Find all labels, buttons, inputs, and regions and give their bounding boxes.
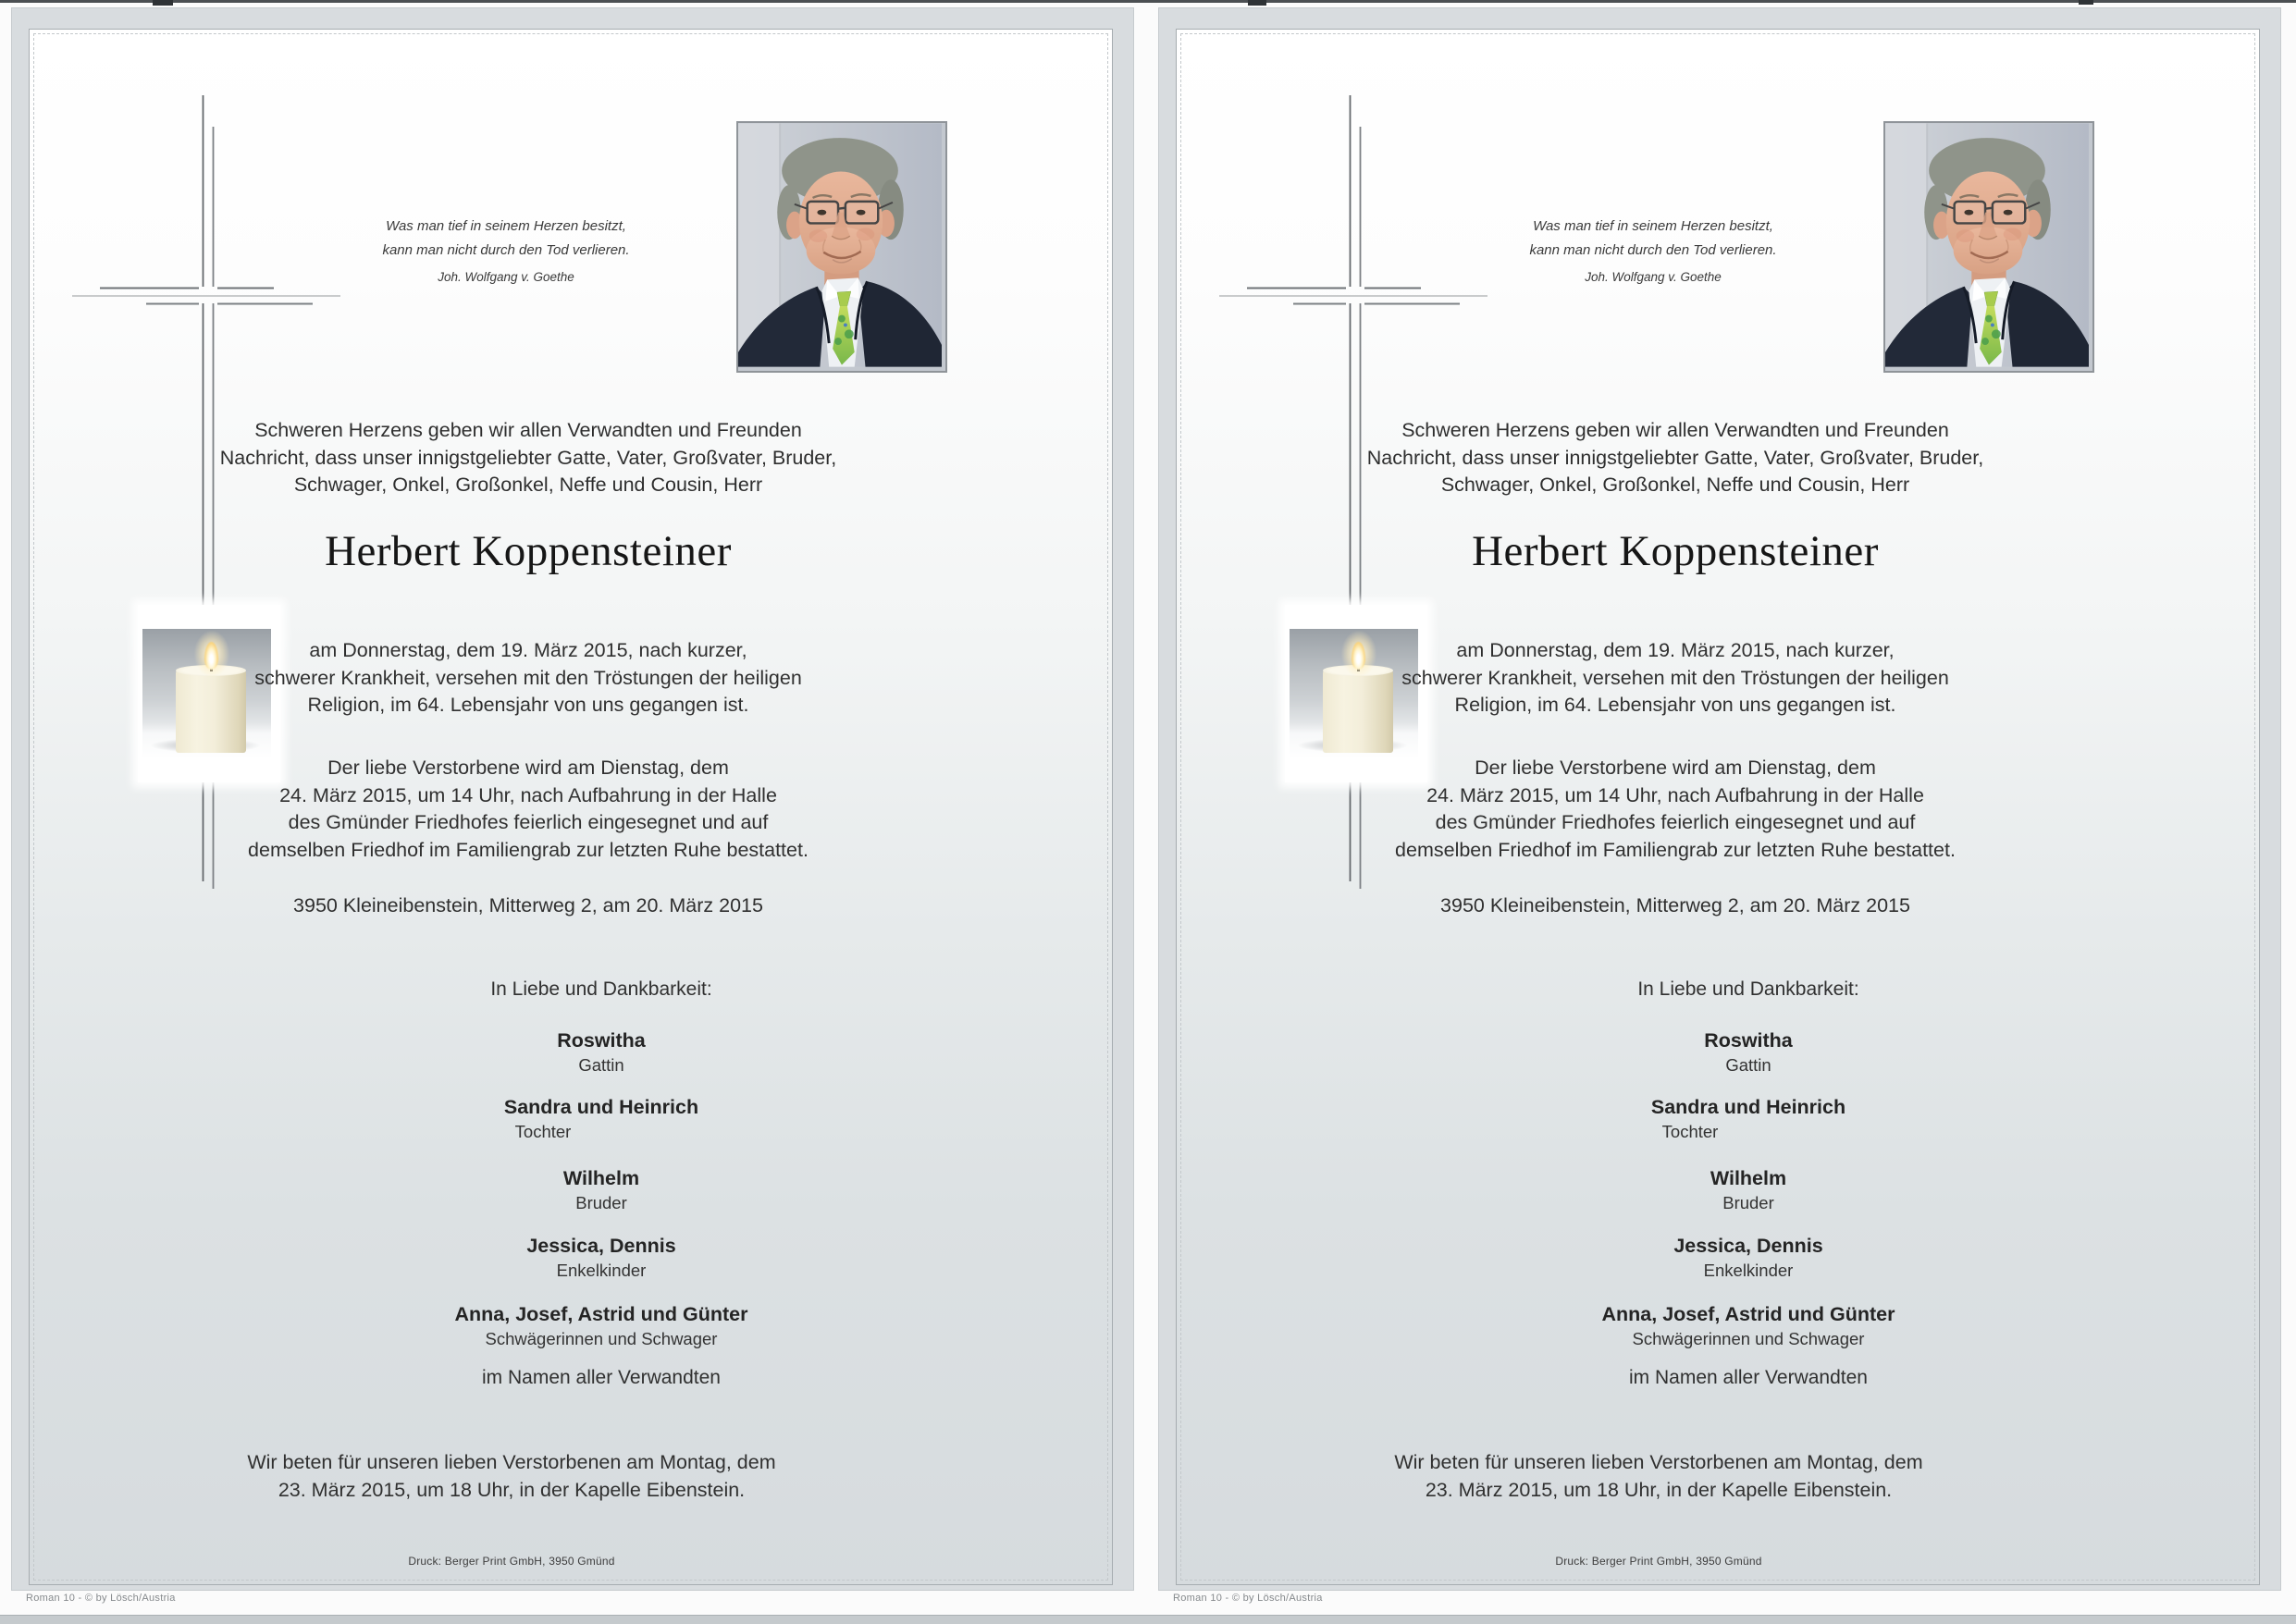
announcement-text — [112, 417, 944, 499]
announcement-text — [1259, 417, 2092, 499]
prayer-notice-text — [1242, 1448, 2075, 1504]
mourner-relation: Enkelkinder — [1703, 1261, 1794, 1280]
death-notice-line: am Donnerstag, dem 19. März 2015, nach kurzer, — [309, 639, 747, 661]
announcement-line: Schweren Herzens geben wir allen Verwandten und Freunden — [1401, 419, 1949, 441]
mourner-relation: Bruder — [1722, 1193, 1774, 1212]
funeral-notice-line: Der liebe Verstorbene wird am Dienstag, dem — [1475, 757, 1876, 779]
address-date-line: 3950 Kleineibenstein, Mitterweg 2, am 20. März 2015 — [293, 894, 763, 917]
death-notice-text — [1259, 637, 2092, 720]
mourner-relation: Schwägerinnen und Schwager — [1632, 1329, 1865, 1348]
prayer-line: 23. März 2015, um 18 Uhr, in der Kapelle Eibenstein. — [278, 1479, 746, 1501]
memorial-card-right — [1158, 7, 2281, 1591]
mourner-entry — [185, 1094, 1018, 1143]
mourner-entry — [185, 1301, 1018, 1350]
mourner-name: Jessica, Dennis — [526, 1235, 676, 1257]
scan-artifact — [2079, 0, 2093, 5]
scan-artifact — [153, 0, 173, 6]
mourner-name: Roswitha — [1704, 1029, 1793, 1052]
funeral-notice-line: demselben Friedhof im Familiengrab zur letzten Ruhe bestattet. — [1395, 838, 1956, 861]
card-content — [12, 8, 1133, 1590]
mourner-name: Jessica, Dennis — [1673, 1235, 1823, 1257]
funeral-notice-text — [112, 755, 944, 864]
deceased-name: Herbert Koppensteiner — [1472, 527, 1879, 575]
quote-line: kann man nicht durch den Tod verlieren. — [382, 242, 630, 258]
memorial-card-left — [11, 7, 1134, 1591]
mourner-name: Anna, Josef, Astrid und Günter — [1601, 1303, 1895, 1325]
mourner-relation: Tochter — [514, 1122, 572, 1141]
mourner-entry — [185, 1027, 1018, 1077]
mourner-entry — [1332, 1301, 2165, 1350]
death-notice-line: schwerer Krankheit, versehen mit den Tröstungen der heiligen — [254, 666, 802, 689]
mourner-name: Roswitha — [557, 1029, 646, 1052]
card-content — [1159, 8, 2280, 1590]
funeral-notice-line: 24. März 2015, um 14 Uhr, nach Aufbahrung in der Halle — [279, 783, 777, 806]
printer-line: Druck: Berger Print GmbH, 3950 Gmünd — [408, 1555, 615, 1568]
mourner-entry — [1332, 1027, 2165, 1077]
death-notice-line: schwerer Krankheit, versehen mit den Tröstungen der heiligen — [1401, 666, 1949, 689]
scanner-edge-top — [0, 0, 2296, 3]
quote-line: Was man tief in seinem Herzen besitzt, — [386, 218, 626, 234]
mourner-relation: Tochter — [1661, 1122, 1719, 1141]
deceased-name: Herbert Koppensteiner — [325, 527, 732, 575]
announcement-line: Nachricht, dass unser innigstgeliebter Gatte, Vater, Großvater, Bruder, — [1366, 446, 1984, 469]
quote-line: Was man tief in seinem Herzen besitzt, — [1533, 218, 1773, 234]
memorial-quote — [90, 215, 922, 289]
mourner-name: Wilhelm — [1710, 1167, 1787, 1189]
mourner-name: Anna, Josef, Astrid und Günter — [454, 1303, 748, 1325]
mourner-relation: Gattin — [578, 1055, 624, 1075]
prayer-notice-text — [95, 1448, 928, 1504]
mourner-name: Sandra und Heinrich — [1650, 1096, 1846, 1118]
on-behalf-line: im Namen aller Verwandten — [482, 1367, 721, 1388]
quote-attribution: Joh. Wolfgang v. Goethe — [1585, 270, 1722, 284]
memorial-quote — [1237, 215, 2069, 289]
mourner-entry — [1332, 1233, 2165, 1282]
funeral-notice-line: Der liebe Verstorbene wird am Dienstag, dem — [327, 757, 729, 779]
mourner-entry — [1332, 1094, 2165, 1143]
announcement-line: Nachricht, dass unser innigstgeliebter Gatte, Vater, Großvater, Bruder, — [219, 446, 837, 469]
printer-line: Druck: Berger Print GmbH, 3950 Gmünd — [1555, 1555, 1762, 1568]
death-notice-line: Religion, im 64. Lebensjahr von uns gegangen ist. — [307, 694, 749, 716]
mourner-entry — [1332, 1165, 2165, 1214]
funeral-notice-line: des Gmünder Friedhofes feierlich eingesegnet und auf — [288, 811, 769, 833]
funeral-notice-text — [1259, 755, 2092, 864]
announcement-line: Schwager, Onkel, Großonkel, Neffe und Cousin, Herr — [293, 474, 763, 496]
funeral-notice-line: des Gmünder Friedhofes feierlich eingesegnet und auf — [1435, 811, 1916, 833]
death-notice-line: am Donnerstag, dem 19. März 2015, nach kurzer, — [1456, 639, 1895, 661]
mourner-name: Wilhelm — [562, 1167, 640, 1189]
mourner-relation: Schwägerinnen und Schwager — [485, 1329, 718, 1348]
quote-line: kann man nicht durch den Tod verlieren. — [1529, 242, 1777, 258]
mourner-name: Sandra und Heinrich — [503, 1096, 699, 1118]
on-behalf-line: im Namen aller Verwandten — [1629, 1367, 1868, 1388]
prayer-line: 23. März 2015, um 18 Uhr, in der Kapelle Eibenstein. — [1425, 1479, 1893, 1501]
funeral-notice-line: 24. März 2015, um 14 Uhr, nach Aufbahrung in der Halle — [1426, 783, 1924, 806]
mourner-relation: Bruder — [575, 1193, 627, 1212]
address-date-line: 3950 Kleineibenstein, Mitterweg 2, am 20. März 2015 — [1440, 894, 1910, 917]
announcement-line: Schwager, Onkel, Großonkel, Neffe und Cousin, Herr — [1440, 474, 1910, 496]
funeral-notice-line: demselben Friedhof im Familiengrab zur letzten Ruhe bestattet. — [248, 838, 809, 861]
scan-artifact — [1248, 0, 1266, 6]
announcement-line: Schweren Herzens geben wir allen Verwandten und Freunden — [254, 419, 802, 441]
print-copyright-left: Roman 10 - © by Lösch/Austria — [26, 1593, 176, 1604]
prayer-line: Wir beten für unseren lieben Verstorbenen am Montag, dem — [1394, 1451, 1923, 1473]
print-copyright-right: Roman 10 - © by Lösch/Austria — [1173, 1593, 1323, 1604]
mourner-relation: Gattin — [1725, 1055, 1771, 1075]
mourner-entry — [185, 1165, 1018, 1214]
death-notice-text — [112, 637, 944, 720]
mourner-entry — [185, 1233, 1018, 1282]
closing-line: In Liebe und Dankbarkeit: — [490, 978, 712, 1000]
closing-line: In Liebe und Dankbarkeit: — [1637, 978, 1859, 1000]
quote-attribution: Joh. Wolfgang v. Goethe — [438, 270, 574, 284]
prayer-line: Wir beten für unseren lieben Verstorbenen am Montag, dem — [247, 1451, 776, 1473]
mourner-relation: Enkelkinder — [556, 1261, 647, 1280]
death-notice-line: Religion, im 64. Lebensjahr von uns gegangen ist. — [1454, 694, 1896, 716]
